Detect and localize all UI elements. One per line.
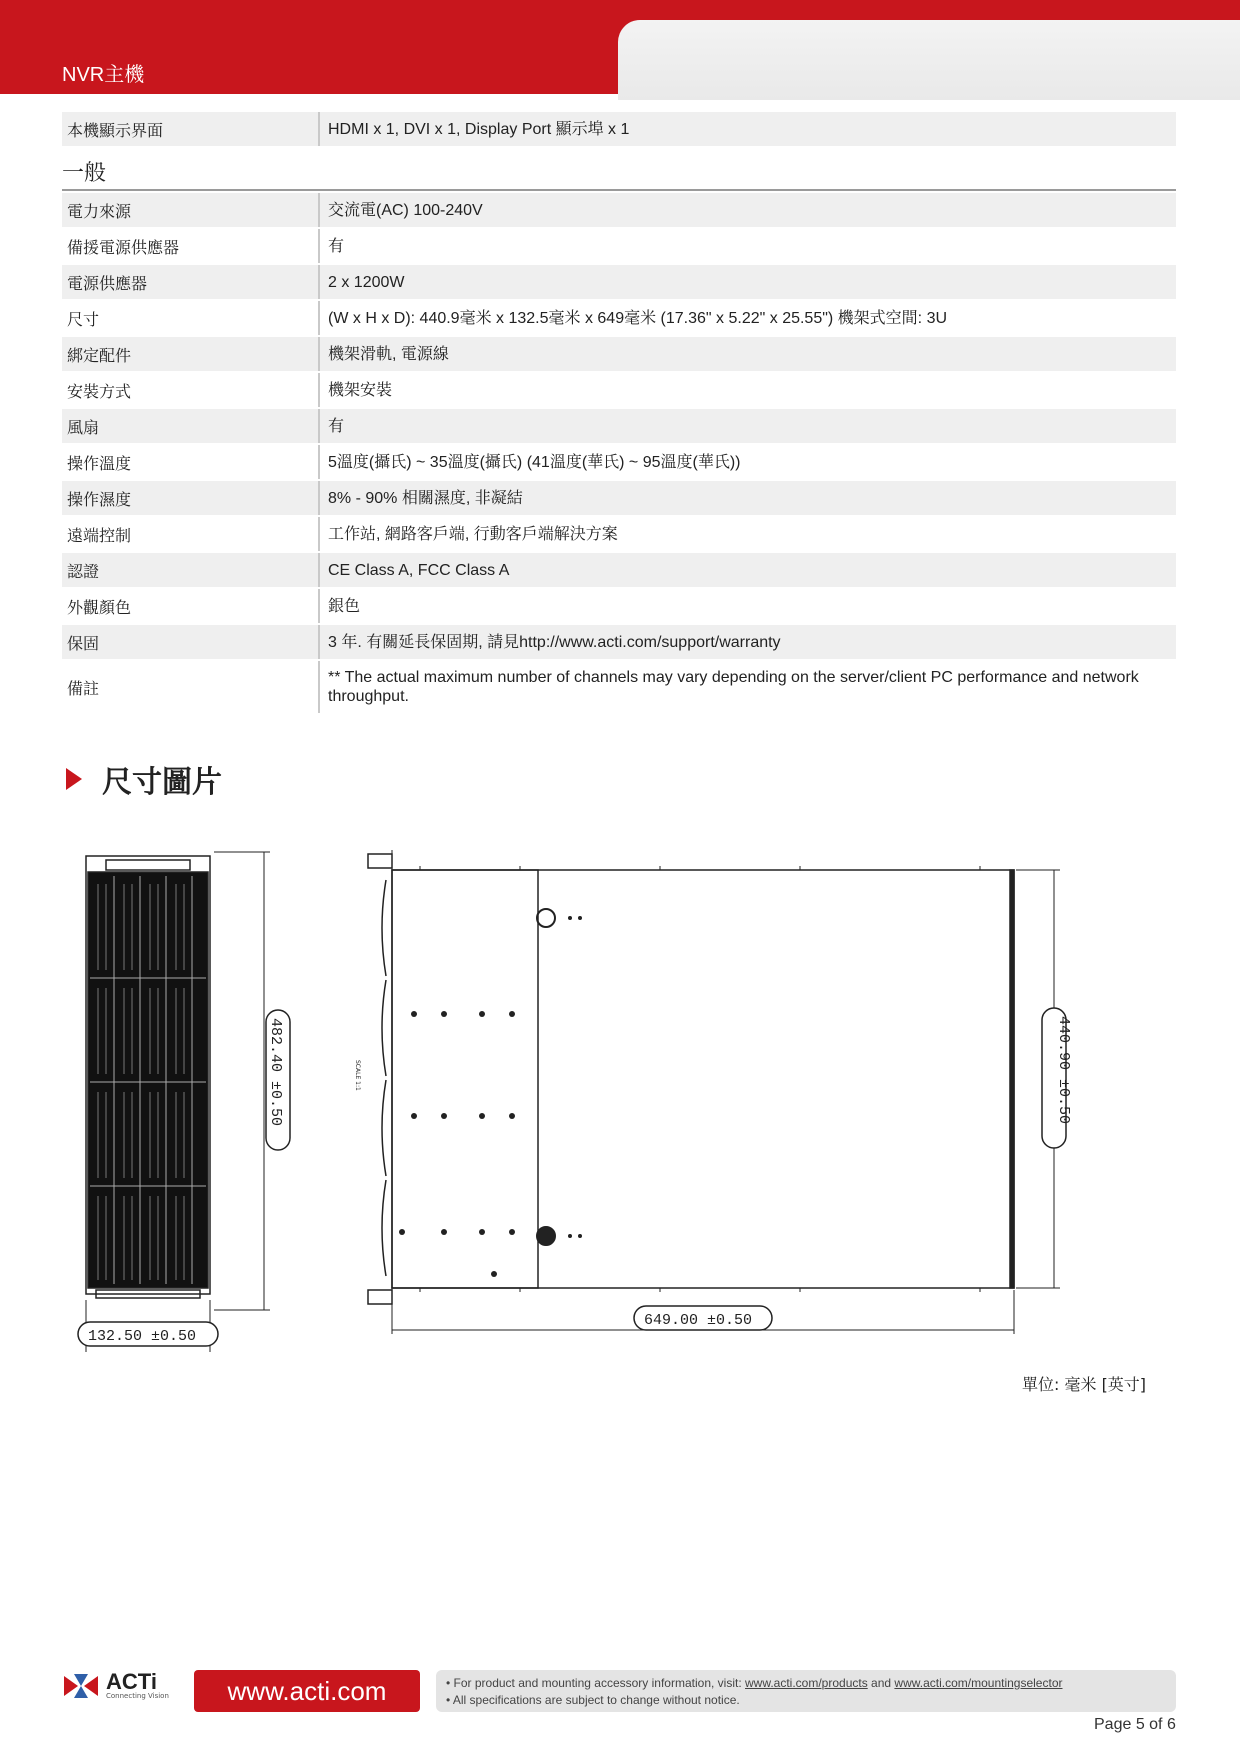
spec-value: 3 年. 有關延長保固期, 請見http://www.acti.com/support/warranty [318, 625, 1176, 659]
top-view-front-bezel [382, 880, 386, 1276]
top-width-label: 440.90 ±0.50 [1055, 1016, 1072, 1125]
spec-key: 操作濕度 [67, 489, 132, 509]
spec-key: 安裝方式 [67, 381, 132, 401]
page-number: Page 5 of 6 [1094, 1716, 1176, 1733]
acti-logo-icon [64, 1674, 98, 1698]
spec-value: 機架安裝 [318, 373, 1176, 407]
footer-brand: ACTi [106, 1669, 157, 1694]
front-view-handle [106, 860, 190, 870]
spec-key: 電力來源 [67, 201, 132, 221]
spec-value: HDMI x 1, DVI x 1, Display Port 顯示埠 x 1 [318, 112, 1176, 146]
top-view-lock-bottom [537, 1227, 555, 1245]
spec-key: 操作溫度 [67, 453, 132, 473]
spec-value: 2 x 1200W [318, 265, 1176, 299]
top-view-lock-top [537, 909, 555, 927]
spec-key: 遠端控制 [67, 525, 132, 545]
spec-value: 交流電(AC) 100-240V [318, 193, 1176, 227]
footer-note-1-prefix: • For product and mounting accessory information, visit: [446, 1676, 745, 1690]
footer-url[interactable]: www.acti.com [194, 1670, 420, 1712]
scale-note: SCALE 1:1 [354, 1060, 361, 1091]
top-view-front-section [392, 870, 538, 1288]
spec-key: 電源供應器 [67, 273, 148, 293]
footer-notes [436, 1670, 1176, 1712]
top-view-edge-ticks [420, 866, 980, 1292]
unit-note: 單位: 毫米 [英寸] [1022, 1375, 1147, 1394]
front-view [78, 852, 290, 1352]
top-depth-label: 649.00 ±0.50 [644, 1312, 753, 1329]
dimension-heading-text: 尺寸圖片 [102, 765, 222, 800]
spec-key: 綁定配件 [67, 345, 132, 365]
section-general-heading: 一般 [62, 148, 1176, 191]
footer-logo [64, 1669, 169, 1700]
footer-note-1-mid: and [867, 1676, 895, 1690]
spec-value: 銀色 [318, 589, 1176, 623]
footer-tagline: Connecting Vision [106, 1692, 169, 1700]
footer-note-1 [446, 1675, 1166, 1692]
spec-key: 外觀顏色 [67, 597, 132, 617]
header-title: NVR主機 [62, 64, 145, 86]
spec-value: 8% - 90% 相關濕度, 非凝結 [318, 481, 1176, 515]
front-height-label: 482.40 ±0.50 [267, 1018, 284, 1127]
spec-key: 認證 [67, 561, 100, 581]
footer-link-products[interactable]: www.acti.com/products [745, 1676, 868, 1690]
spec-key: 風扇 [67, 417, 100, 437]
footer-note-2: • All specifications are subject to change without notice. [446, 1693, 740, 1707]
spec-value: (W x H x D): 440.9毫米 x 132.5毫米 x 649毫米 (17.36" x 5.22" x 25.55") 機架式空間: 3U [318, 301, 1176, 335]
top-view-screws [399, 916, 582, 1277]
footer-link-mountingselector[interactable]: www.acti.com/mountingselector [894, 1676, 1063, 1690]
spec-value: 有 [318, 229, 1176, 263]
spec-key: 備註 [67, 678, 100, 698]
spec-value: 工作站, 網路客戶端, 行動客戶端解決方案 [318, 517, 1176, 551]
spec-key: 備援電源供應器 [67, 237, 180, 257]
spec-key: 本機顯示界面 [67, 120, 164, 140]
spec-value: ** The actual maximum number of channels may vary depending on the server/client PC performance and network throughput. [318, 661, 1176, 713]
spec-value: 機架滑軌, 電源線 [318, 337, 1176, 371]
top-view-outline [392, 870, 1014, 1288]
front-width-label: 132.50 ±0.50 [88, 1328, 197, 1345]
spec-value: 有 [318, 409, 1176, 443]
spec-key: 保固 [67, 633, 100, 653]
spec-key: 尺寸 [67, 309, 100, 329]
top-view [368, 850, 1066, 1334]
spec-value: CE Class A, FCC Class A [318, 553, 1176, 587]
spec-value: 5溫度(攝氏) ~ 35溫度(攝氏) (41溫度(華氏) ~ 95溫度(華氏)) [318, 445, 1176, 479]
